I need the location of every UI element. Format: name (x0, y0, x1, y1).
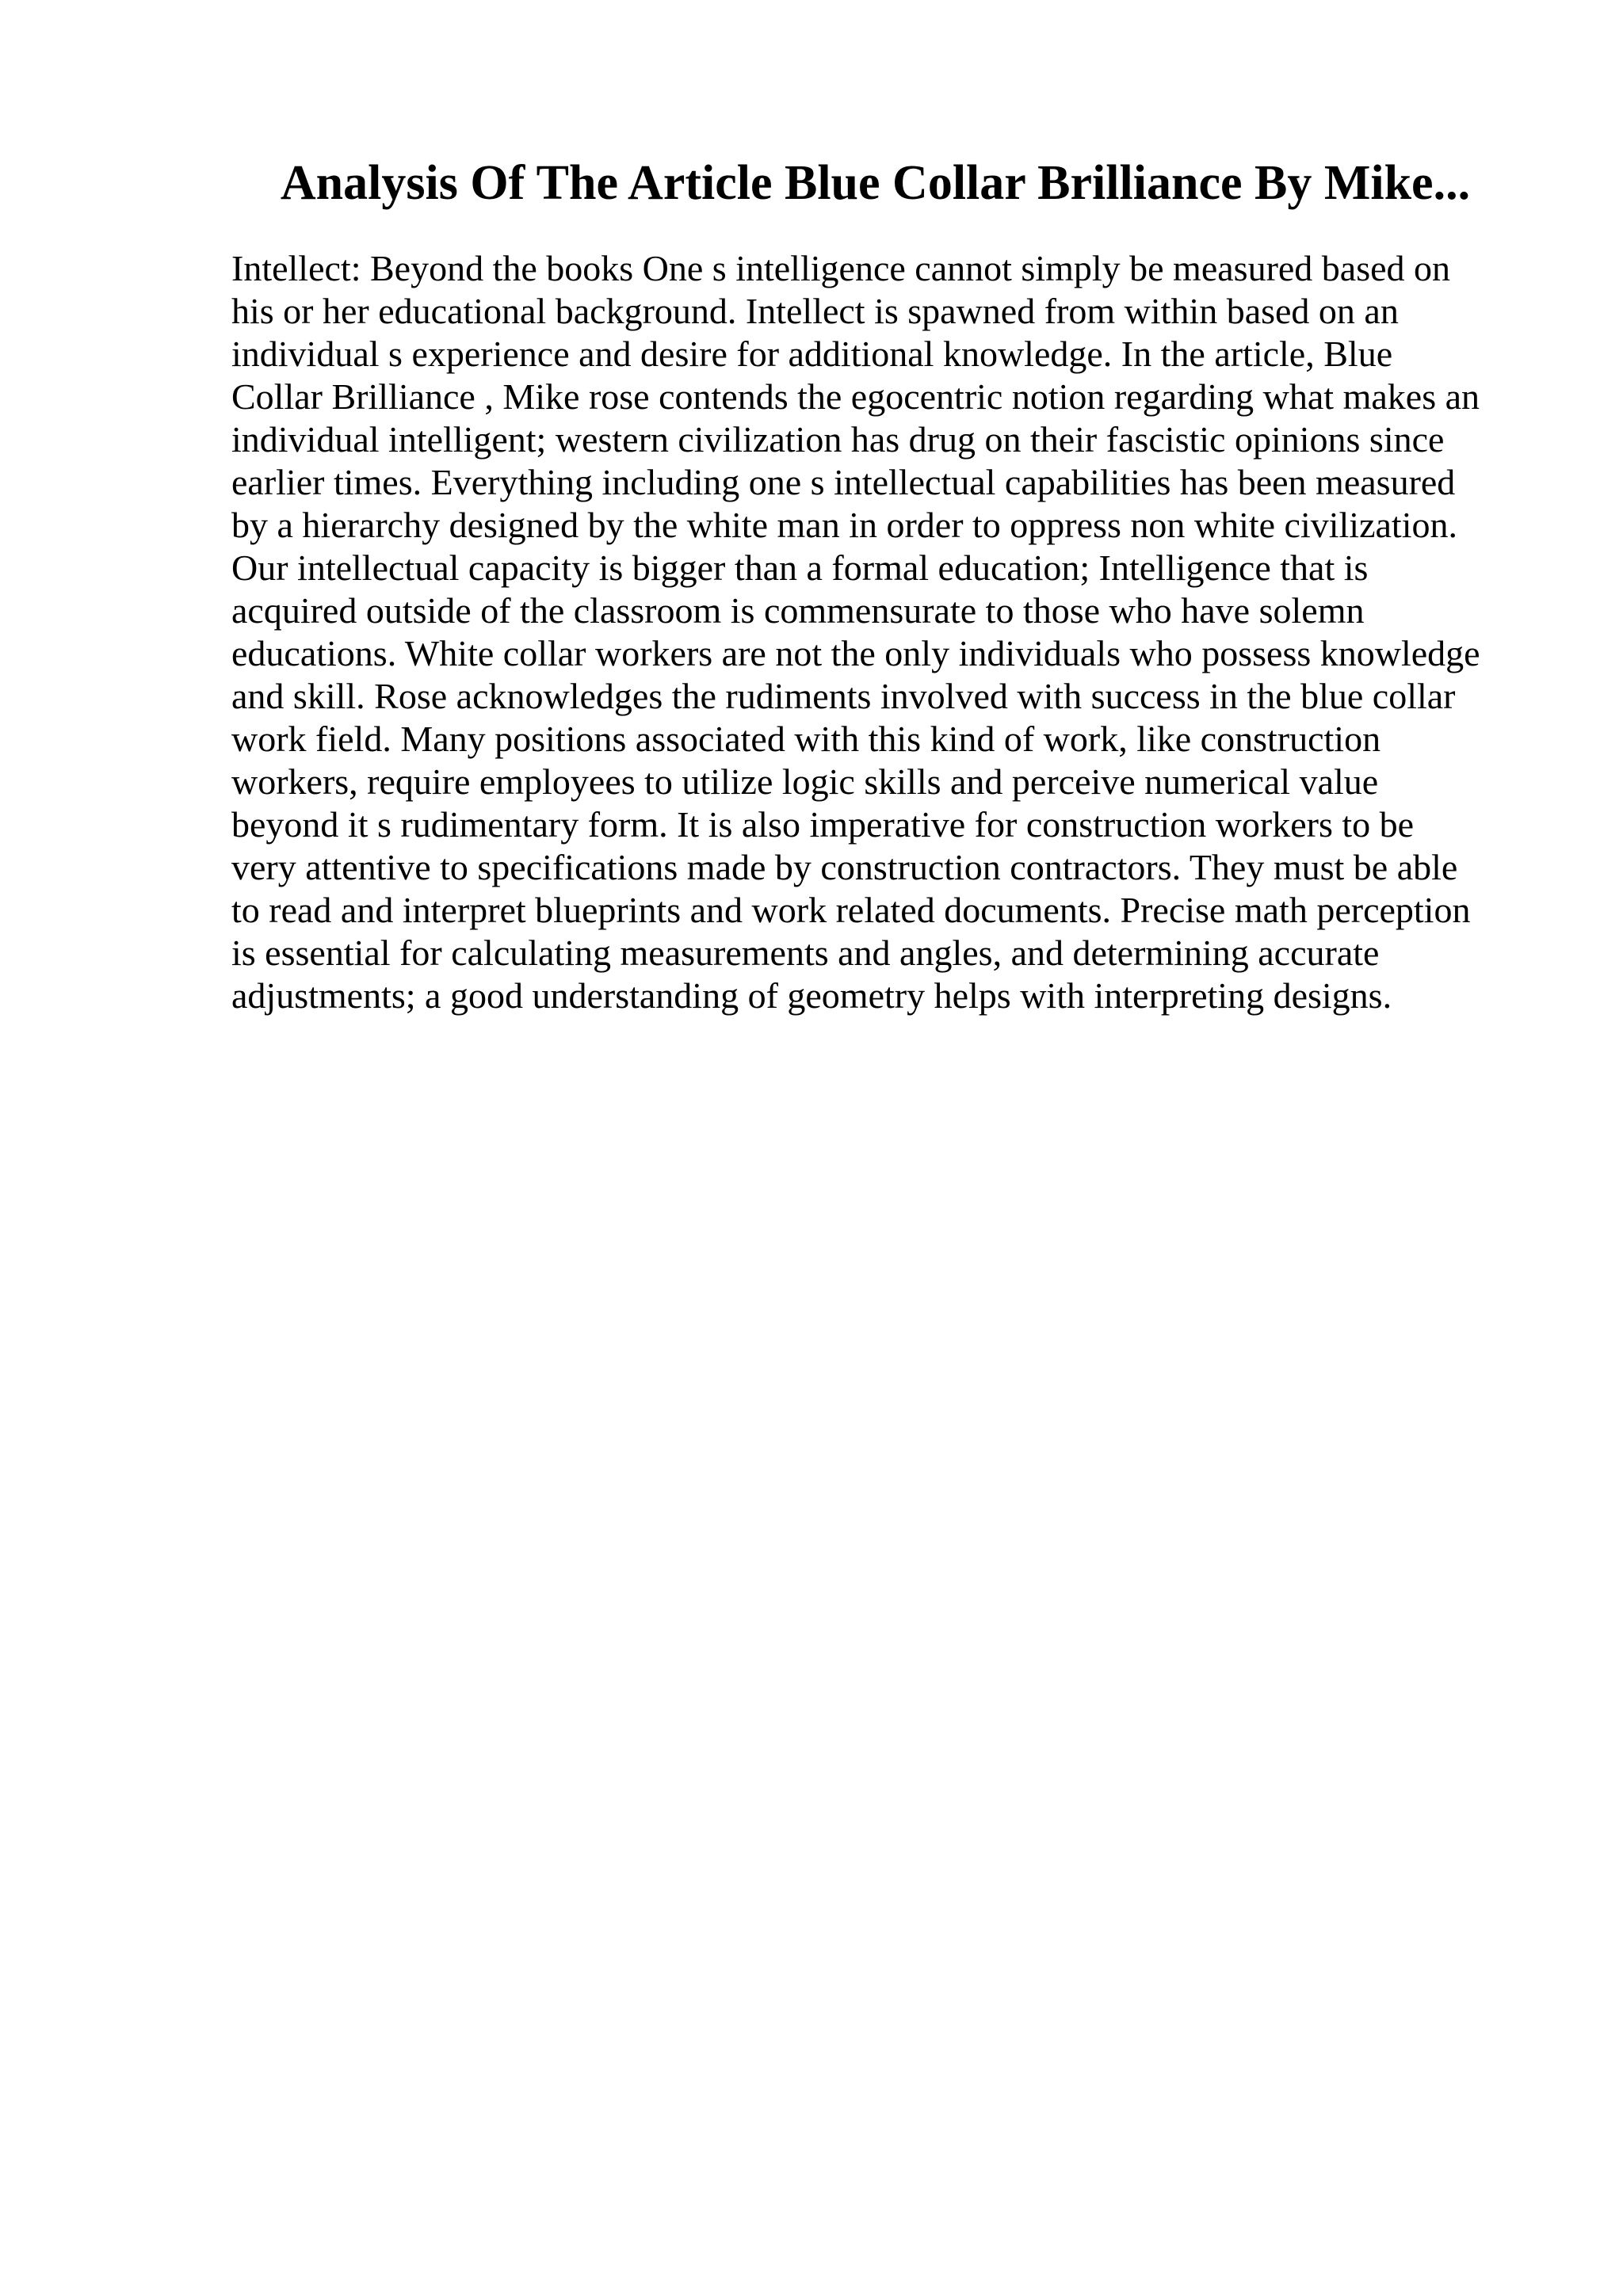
body-line: and skill. Rose acknowledges the rudiments involved with success in the blue collar (231, 676, 1456, 716)
body-line: educations. White collar workers are not the only individuals who possess knowledge (231, 633, 1480, 673)
body-line: adjustments; a good understanding of geometry helps with interpreting designs. (231, 975, 1392, 1016)
body-line: very attentive to specifications made by construction contractors. They must be able (231, 847, 1458, 887)
body-line: workers, require employees to utilize logic skills and perceive numerical value (231, 761, 1379, 802)
body-line: acquired outside of the classroom is commensurate to those who have solemn (231, 590, 1365, 631)
body-line: work field. Many positions associated with this kind of work, like construction (231, 719, 1381, 759)
body-line: Intellect: Beyond the books One s intelligence cannot simply be measured based on (231, 248, 1451, 288)
body-line: earlier times. Everything including one s intellectual capabilities has been measured (231, 462, 1456, 502)
document-title: Analysis Of The Article Blue Collar Brilliance By Mike... (280, 156, 1471, 210)
body-line: beyond it s rudimentary form. It is also imperative for construction workers to be (231, 804, 1415, 845)
body-line: to read and interpret blueprints and work related documents. Precise math perception (231, 890, 1471, 930)
body-line: individual intelligent; western civilization has drug on their fascistic opinions since (231, 419, 1445, 460)
body-line: Our intellectual capacity is bigger than a formal education; Intelligence that is (231, 547, 1369, 588)
document-body (231, 247, 1531, 1017)
body-line: Collar Brilliance , Mike rose contends the egocentric notion regarding what makes an (231, 376, 1480, 417)
body-line: is essential for calculating measurements and angles, and determining accurate (231, 933, 1380, 973)
body-line: by a hierarchy designed by the white man in order to oppress non white civilization. (231, 505, 1457, 545)
body-line: his or her educational background. Intellect is spawned from within based on an (231, 291, 1399, 331)
body-line: individual s experience and desire for additional knowledge. In the article, Blue (231, 334, 1393, 374)
